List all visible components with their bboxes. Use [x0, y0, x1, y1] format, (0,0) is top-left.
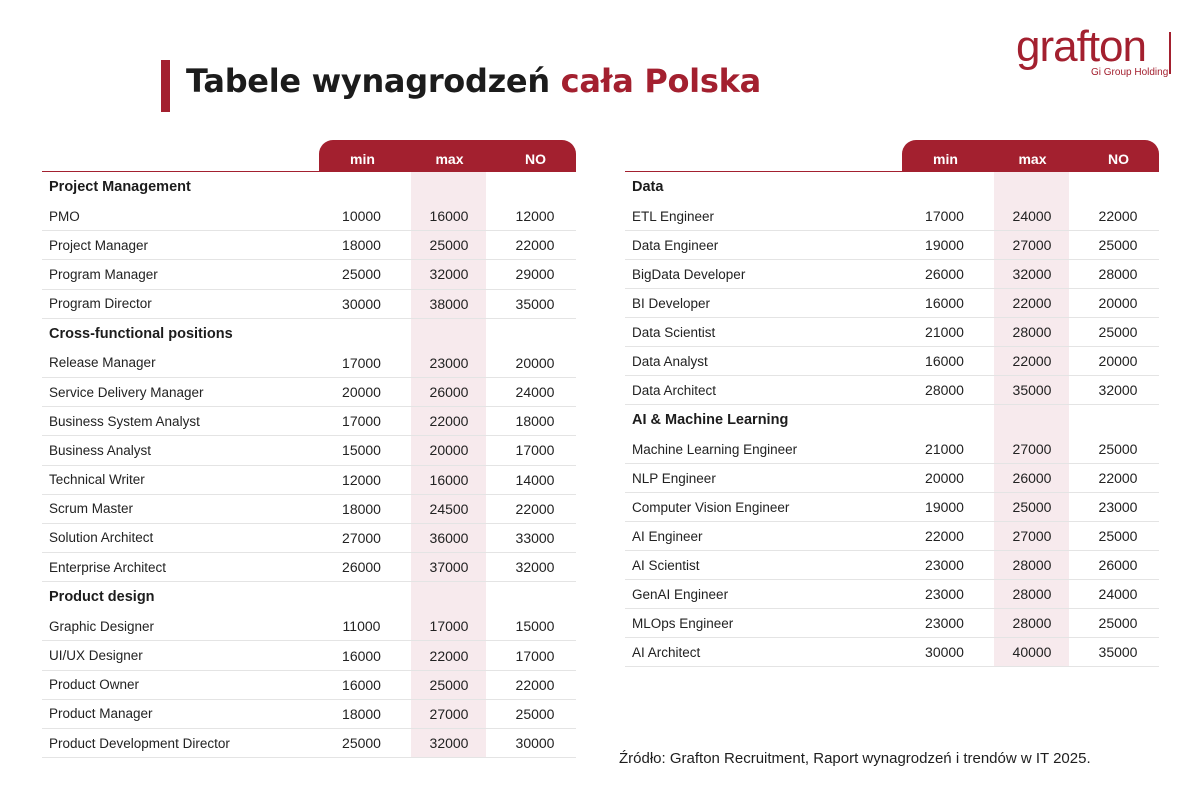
- value-max: 40000: [1012, 644, 1052, 660]
- table-row: [625, 376, 1159, 405]
- table-row: [625, 522, 1159, 551]
- value-no: 35000: [515, 295, 555, 312]
- value-min: 23000: [925, 586, 964, 602]
- value-no: 35000: [1098, 644, 1138, 660]
- value-max: 37000: [429, 559, 469, 576]
- value-max: 28000: [1012, 557, 1052, 573]
- page-title-accent: cała Polska: [560, 62, 761, 100]
- table-row: [625, 318, 1159, 347]
- column-header-no: NO: [1108, 151, 1129, 167]
- value-max: 32000: [429, 735, 469, 752]
- value-max: 38000: [429, 295, 469, 312]
- value-no: 17000: [515, 647, 555, 664]
- table-row: [42, 231, 576, 260]
- table-row: [42, 641, 576, 670]
- role-name: Scrum Master: [49, 501, 134, 517]
- value-max: 25000: [429, 237, 469, 254]
- table-row: [625, 260, 1159, 289]
- value-min: 26000: [925, 266, 964, 282]
- section-title: Data: [632, 179, 664, 195]
- value-max: 32000: [429, 266, 469, 283]
- value-no: 23000: [1098, 499, 1138, 515]
- table-row: [625, 289, 1159, 318]
- value-max: 27000: [1012, 528, 1052, 544]
- value-no: 22000: [1098, 208, 1138, 224]
- section-title: Product design: [49, 589, 155, 606]
- role-name: MLOps Engineer: [632, 615, 734, 631]
- role-name: AI Architect: [632, 644, 701, 660]
- value-max: 16000: [429, 471, 469, 488]
- table-row: [625, 435, 1159, 464]
- role-name: Program Manager: [49, 266, 158, 282]
- value-min: 15000: [342, 442, 381, 459]
- role-name: UI/UX Designer: [49, 648, 143, 664]
- value-min: 16000: [342, 676, 381, 693]
- value-min: 10000: [342, 208, 381, 225]
- role-name: Solution Architect: [49, 530, 154, 546]
- value-max: 27000: [1012, 237, 1052, 253]
- value-min: 16000: [925, 353, 964, 369]
- value-min: 26000: [342, 559, 381, 576]
- table-row: [42, 290, 576, 319]
- role-name: AI Engineer: [632, 528, 703, 544]
- role-name: Data Architect: [632, 382, 717, 398]
- value-max: 26000: [1012, 470, 1052, 486]
- table-row: [625, 347, 1159, 376]
- table-row: [42, 407, 576, 436]
- value-min: 20000: [925, 470, 964, 486]
- value-max: 27000: [429, 705, 469, 722]
- value-no: 25000: [1098, 528, 1138, 544]
- value-no: 32000: [1098, 382, 1138, 398]
- value-max: 22000: [1012, 295, 1052, 311]
- value-min: 17000: [342, 354, 381, 371]
- value-max: 20000: [429, 442, 469, 459]
- table-row: [625, 231, 1159, 260]
- value-max: 22000: [1012, 353, 1052, 369]
- value-max: 24000: [1012, 208, 1052, 224]
- value-min: 23000: [925, 615, 964, 631]
- value-no: 30000: [515, 735, 555, 752]
- value-max: 32000: [1012, 266, 1052, 282]
- table-row: [42, 260, 576, 289]
- value-min: 27000: [342, 529, 381, 546]
- value-no: 25000: [515, 705, 555, 722]
- value-no: 24000: [1098, 586, 1138, 602]
- value-min: 19000: [925, 499, 964, 515]
- value-min: 18000: [342, 237, 381, 254]
- value-no: 22000: [1098, 470, 1138, 486]
- role-name: Graphic Designer: [49, 618, 155, 634]
- value-min: 28000: [925, 382, 964, 398]
- value-no: 25000: [1098, 324, 1138, 340]
- section-title: Project Management: [49, 179, 191, 195]
- column-header-no: NO: [525, 151, 546, 167]
- value-min: 17000: [342, 413, 381, 430]
- section-title: Cross-functional positions: [49, 325, 233, 342]
- role-name: Machine Learning Engineer: [632, 441, 798, 457]
- value-min: 22000: [925, 528, 964, 544]
- role-name: NLP Engineer: [632, 470, 716, 486]
- section-title: AI & Machine Learning: [632, 412, 789, 428]
- grafton-logo: [1016, 22, 1176, 80]
- value-no: 29000: [515, 266, 555, 283]
- value-max: 27000: [1012, 441, 1052, 457]
- section-header: [625, 405, 1159, 435]
- value-min: 20000: [342, 384, 381, 401]
- column-header-max: max: [435, 151, 464, 167]
- value-max: 22000: [429, 413, 469, 430]
- value-max: 17000: [429, 618, 469, 635]
- value-min: 18000: [342, 705, 381, 722]
- role-name: Product Owner: [49, 677, 140, 693]
- logo-subtitle: Gi Group Holding: [1091, 67, 1169, 78]
- table-header: [625, 140, 1159, 172]
- value-min: 25000: [342, 735, 381, 752]
- page-title-main: Tabele wynagrodzeń: [186, 62, 561, 100]
- column-header-max: max: [1018, 151, 1047, 167]
- value-min: 19000: [925, 237, 964, 253]
- value-no: 14000: [515, 471, 555, 488]
- table-row: [42, 700, 576, 729]
- value-no: 32000: [515, 559, 555, 576]
- value-no: 33000: [515, 529, 555, 546]
- value-max: 25000: [1012, 499, 1052, 515]
- role-name: Data Analyst: [632, 353, 708, 369]
- role-name: Product Manager: [49, 706, 153, 722]
- table-row: [42, 671, 576, 700]
- table-row: [42, 378, 576, 407]
- value-max: 28000: [1012, 615, 1052, 631]
- role-name: AI Scientist: [632, 557, 700, 573]
- value-min: 17000: [925, 208, 964, 224]
- value-min: 21000: [925, 441, 964, 457]
- table-row: [42, 495, 576, 524]
- role-name: Program Director: [49, 296, 152, 312]
- page-title: [186, 62, 761, 100]
- role-name: GenAI Engineer: [632, 586, 729, 602]
- table-row: [625, 202, 1159, 231]
- value-max: 24500: [429, 500, 469, 517]
- role-name: Project Manager: [49, 237, 149, 253]
- role-name: Business System Analyst: [49, 413, 200, 429]
- value-min: 12000: [342, 471, 381, 488]
- value-no: 18000: [515, 413, 555, 430]
- logo-divider: [1169, 32, 1171, 74]
- table-row: [42, 466, 576, 495]
- role-name: Data Engineer: [632, 237, 719, 253]
- role-name: Release Manager: [49, 355, 156, 371]
- source-note: Źródło: Grafton Recruitment, Raport wynagrodzeń i trendów w IT 2025.: [619, 750, 1091, 767]
- value-min: 18000: [342, 500, 381, 517]
- value-no: 24000: [515, 384, 555, 401]
- value-no: 25000: [1098, 441, 1138, 457]
- salary-table-right: [625, 140, 1159, 667]
- table-row: [42, 349, 576, 378]
- table-header: [42, 140, 576, 172]
- value-max: 28000: [1012, 324, 1052, 340]
- value-min: 16000: [925, 295, 964, 311]
- salary-table-left: [42, 140, 576, 758]
- table-body: [42, 172, 576, 758]
- value-no: 17000: [515, 442, 555, 459]
- role-name: Service Delivery Manager: [49, 384, 204, 400]
- section-header: [42, 172, 576, 202]
- value-no: 26000: [1098, 557, 1138, 573]
- value-max: 26000: [429, 384, 469, 401]
- value-no: 15000: [515, 618, 555, 635]
- table-body: [625, 172, 1159, 667]
- section-header: [625, 172, 1159, 202]
- role-name: Business Analyst: [49, 442, 152, 458]
- value-no: 22000: [515, 676, 555, 693]
- logo-wordmark: grafton: [1016, 22, 1146, 71]
- role-name: PMO: [49, 208, 80, 224]
- value-max: 25000: [429, 676, 469, 693]
- role-name: Product Development Director: [49, 735, 230, 751]
- value-max: 28000: [1012, 586, 1052, 602]
- role-name: ETL Engineer: [632, 208, 715, 224]
- value-no: 22000: [515, 500, 555, 517]
- table-row: [42, 553, 576, 582]
- value-no: 20000: [515, 354, 555, 371]
- value-no: 28000: [1098, 266, 1138, 282]
- table-row: [625, 464, 1159, 493]
- value-max: 35000: [1012, 382, 1052, 398]
- table-row: [625, 580, 1159, 609]
- table-row: [625, 609, 1159, 638]
- value-no: 12000: [515, 208, 555, 225]
- table-row: [625, 638, 1159, 667]
- value-min: 30000: [925, 644, 964, 660]
- table-row: [42, 524, 576, 553]
- value-min: 16000: [342, 647, 381, 664]
- section-header: [42, 319, 576, 349]
- value-min: 11000: [342, 618, 381, 635]
- section-header: [42, 582, 576, 612]
- value-min: 30000: [342, 295, 381, 312]
- column-header-min: min: [933, 151, 958, 167]
- value-min: 25000: [342, 266, 381, 283]
- role-name: Computer Vision Engineer: [632, 499, 790, 515]
- title-accent-bar: [161, 60, 170, 112]
- value-min: 21000: [925, 324, 964, 340]
- role-name: Enterprise Architect: [49, 559, 167, 575]
- role-name: BigData Developer: [632, 266, 746, 282]
- table-row: [42, 436, 576, 465]
- table-row: [42, 729, 576, 758]
- value-no: 22000: [515, 237, 555, 254]
- table-row: [42, 202, 576, 231]
- table-row: [625, 493, 1159, 522]
- value-max: 36000: [429, 529, 469, 546]
- value-max: 16000: [429, 208, 469, 225]
- role-name: Technical Writer: [49, 472, 145, 488]
- value-no: 20000: [1098, 295, 1138, 311]
- value-no: 25000: [1098, 615, 1138, 631]
- table-row: [42, 612, 576, 641]
- role-name: BI Developer: [632, 295, 711, 311]
- value-no: 20000: [1098, 353, 1138, 369]
- value-no: 25000: [1098, 237, 1138, 253]
- value-max: 23000: [429, 354, 469, 371]
- value-max: 22000: [429, 647, 469, 664]
- table-row: [625, 551, 1159, 580]
- value-min: 23000: [925, 557, 964, 573]
- column-header-min: min: [350, 151, 375, 167]
- role-name: Data Scientist: [632, 324, 716, 340]
